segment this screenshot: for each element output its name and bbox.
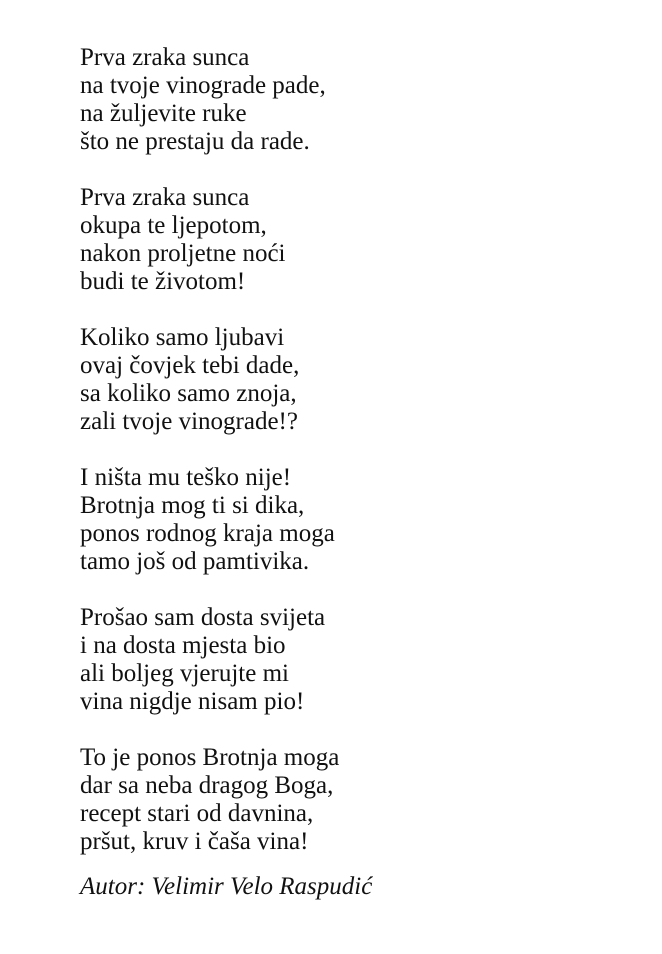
poem-line: ovaj čovjek tebi dade,	[80, 352, 300, 379]
poem-line: dar sa neba dragog Boga,	[80, 772, 334, 799]
stanza-3	[80, 324, 640, 436]
poem-line: na žuljevite ruke	[80, 100, 247, 127]
poem-line: Prva zraka sunca	[80, 184, 250, 211]
poem-line: i na dosta mjesta bio	[80, 632, 286, 659]
poem-line: recept stari od davnina,	[80, 800, 314, 827]
stanza-6	[80, 744, 640, 856]
poem-line: Prošao sam dosta svijeta	[80, 604, 326, 631]
stanza-4	[80, 464, 640, 576]
poem-line: zali tvoje vinograde!?	[80, 408, 298, 435]
poem-line: Koliko samo ljubavi	[80, 324, 285, 351]
poem-line: I ništa mu teško nije!	[80, 464, 292, 491]
poem-line: Brotnja mog ti si dika,	[80, 492, 305, 519]
poem-line: tamo još od pamtivika.	[80, 548, 310, 575]
poem-line: ponos rodnog kraja moga	[80, 520, 335, 547]
poem	[80, 44, 640, 901]
poem-line: Prva zraka sunca	[80, 44, 250, 71]
poem-line: vina nigdje nisam pio!	[80, 688, 305, 715]
poem-line: okupa te ljepotom,	[80, 212, 267, 239]
stanza-1	[80, 44, 640, 156]
poem-line: sa koliko samo znoja,	[80, 380, 297, 407]
poem-line: na tvoje vinograde pade,	[80, 72, 326, 99]
poem-line: nakon proljetne noći	[80, 240, 286, 267]
poem-line: pršut, kruv i čaša vina!	[80, 828, 309, 855]
poem-line: To je ponos Brotnja moga	[80, 744, 340, 771]
poem-line: što ne prestaju da rade.	[80, 128, 310, 155]
poem-author: Autor: Velimir Velo Raspudić	[80, 873, 373, 900]
stanza-5	[80, 604, 640, 716]
stanza-2	[80, 184, 640, 296]
poem-line: budi te životom!	[80, 268, 246, 295]
poem-line: ali boljeg vjerujte mi	[80, 660, 289, 687]
